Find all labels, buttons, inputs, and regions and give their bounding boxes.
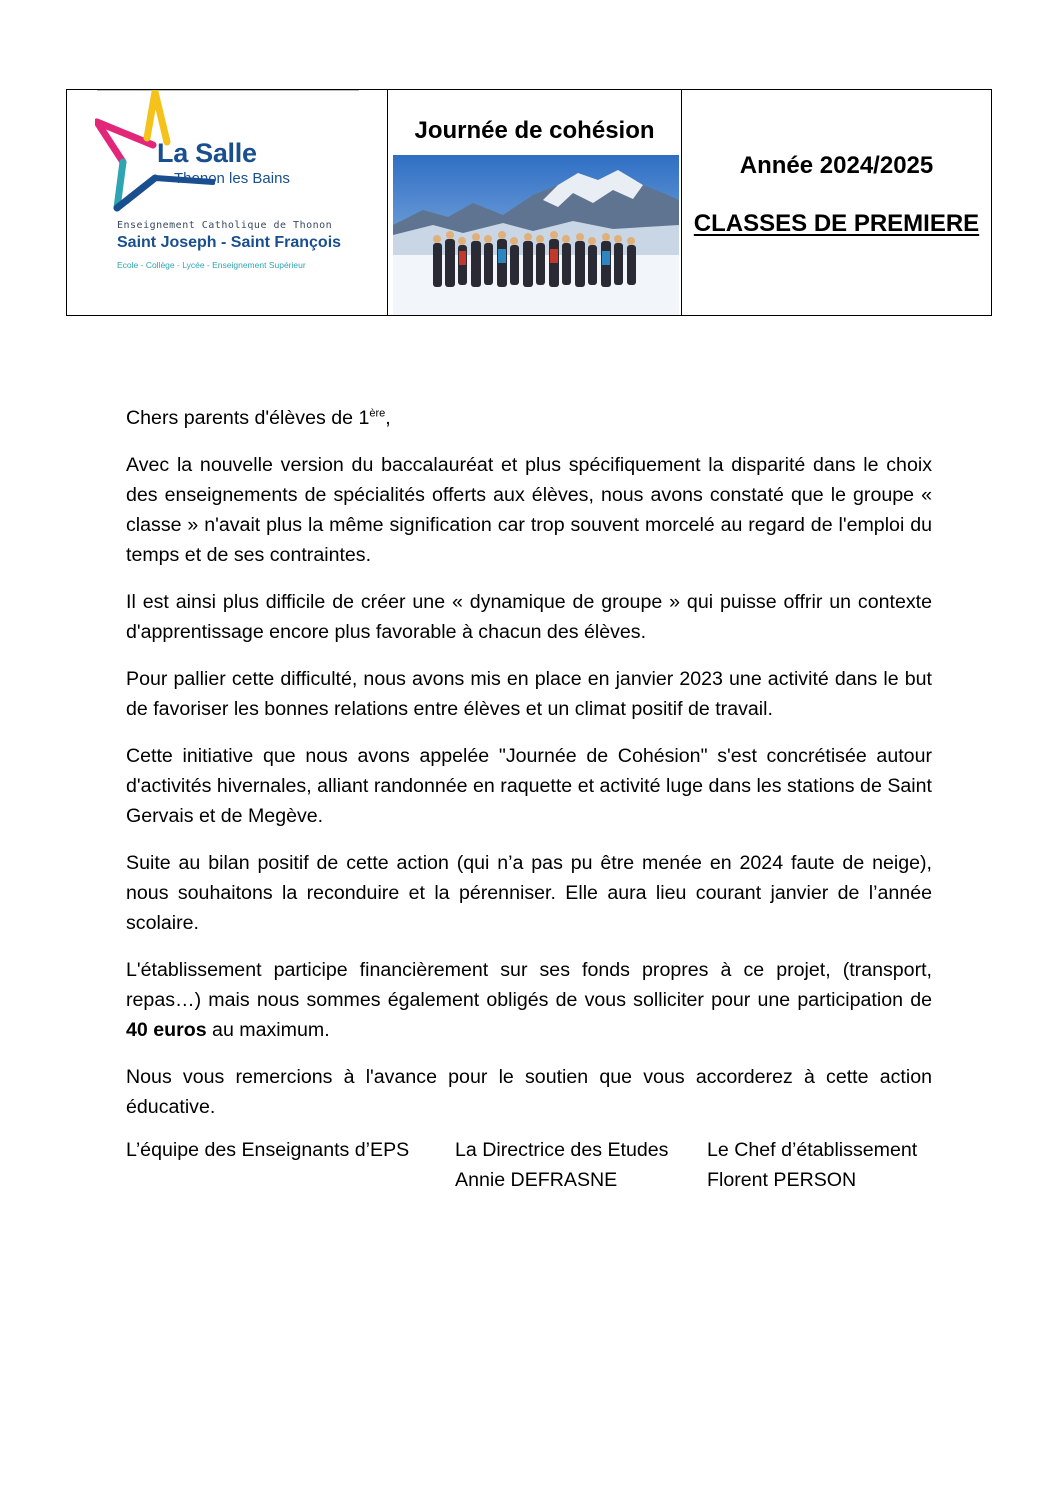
logo-org-line1: Enseignement Catholique de Thonon (117, 220, 333, 231)
header-table (66, 89, 992, 316)
signature-role: L’équipe des Enseignants d’EPS (126, 1139, 410, 1161)
signature-name: Florent PERSON (707, 1169, 857, 1191)
paragraph-dynamique: Il est ainsi plus difficile de créer une « dynamique de groupe » qui puisse offrir un contexte d'apprentissage encore plus favorable à chacun des élèves. (126, 591, 932, 643)
logo-name: La Salle (157, 138, 257, 168)
letter-body (126, 403, 932, 1139)
paragraph-bilan: Suite au bilan positif de cette action (qui n’a pas pu être menée en 2024 faute de neige), nous souhaitons la reconduire et la pérenniser. Elle aura lieu courant janvier de l’année scolaire. (126, 852, 932, 934)
paragraph-financement (126, 955, 932, 1045)
logo-org-line3: Ecole - Collège - Lycée - Enseignement Supérieur (117, 260, 306, 270)
paragraph-initiative-date: Pour pallier cette difficulté, nous avons mis en place en janvier 2023 une activité dans le but de favoriser les bonnes relations entre élèves et un climat positif de travail. (126, 668, 932, 720)
logo-org-line2: Saint Joseph - Saint François (117, 234, 342, 251)
signature-chef (707, 1135, 917, 1195)
funding-suffix: au maximum. (206, 1019, 330, 1041)
photo-cell (388, 90, 682, 315)
school-logo (95, 90, 365, 290)
greeting-suffix: , (385, 407, 391, 429)
paragraph-remerciements: Nous vous remercions à l'avance pour le soutien que vous accorderez à cette action éducative. (126, 1066, 932, 1118)
greeting-sup: ère (369, 407, 386, 420)
signature-role: La Directrice des Etudes (455, 1139, 669, 1161)
greeting (126, 403, 932, 433)
school-year: Année 2024/2025 (739, 152, 934, 179)
classes-heading: CLASSES DE PREMIERE (693, 210, 980, 237)
paragraph-baccalaureat: Avec la nouvelle version du baccalauréat et plus spécifiquement la disparité dans le choix des enseignements de spécialités offerts aux élèves, nous avons constaté que le groupe « classe » n'avait plus la même signification car trop souvent morcelé au regard de l'emploi du temps et de ses contraintes. (126, 454, 932, 566)
signature-eps (126, 1135, 409, 1165)
logo-city: Thonon les Bains (174, 170, 290, 187)
signature-name: Annie DEFRASNE (455, 1169, 618, 1191)
greeting-prefix: Chers parents d'élèves de 1 (126, 407, 370, 429)
event-title: Journée de cohésion (414, 117, 655, 144)
funding-text: L'établissement participe financièrement sur ses fonds propres à ce projet, (transport, repas…) mais nous sommes également obligés de vous solliciter pour une participation de (126, 959, 932, 1011)
signature-role: Le Chef d’établissement (707, 1139, 918, 1161)
logo-cell (67, 90, 388, 315)
title-cell (682, 90, 991, 315)
paragraph-activites: Cette initiative que nous avons appelée "Journée de Cohésion" s'est concrétisée autour d'activités hivernales, alliant randonnée en raquette et activité luge dans les stations de Saint Gervais et de Megève. (126, 745, 932, 827)
group-photo-icon (393, 155, 679, 315)
signature-directrice (455, 1135, 668, 1195)
funding-amount: 40 euros (126, 1019, 207, 1041)
